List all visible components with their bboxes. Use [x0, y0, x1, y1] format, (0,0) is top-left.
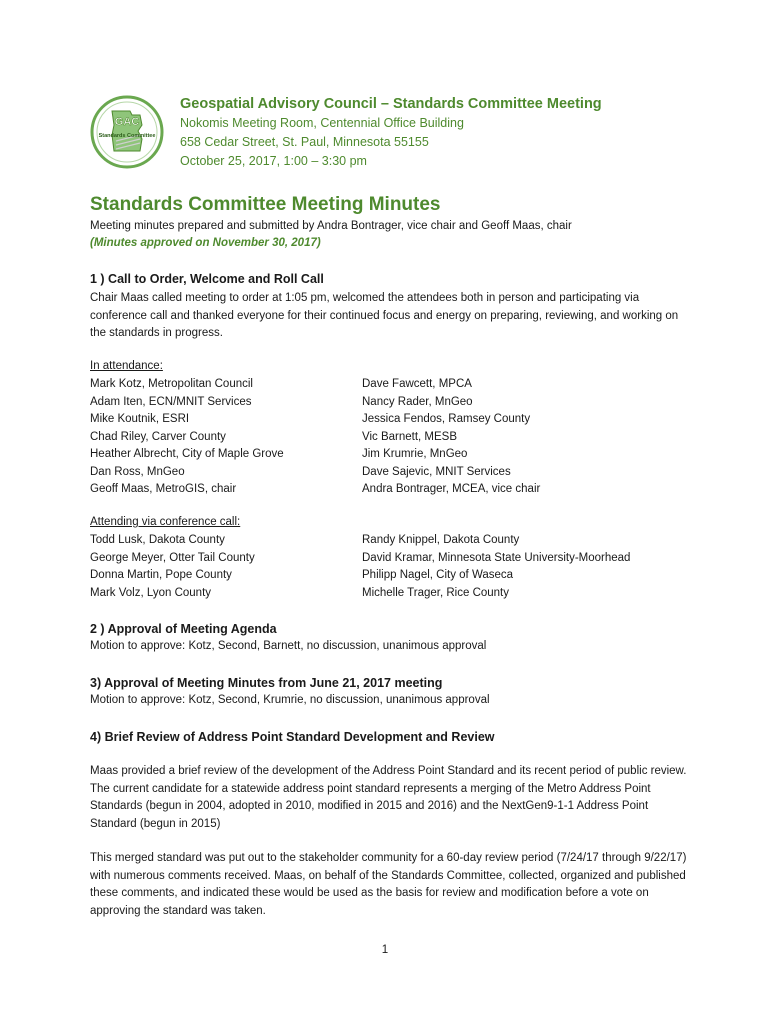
conference-right-list [362, 532, 630, 602]
attendee: Mike Koutnik, ESRI [90, 413, 190, 425]
attendance-label: In attendance: [90, 360, 163, 372]
attendee: Donna Martin, Pope County [90, 569, 232, 581]
attendee: Mark Kotz, Metropolitan Council [90, 378, 253, 390]
gac-logo [90, 95, 164, 169]
attendee: Jessica Fendos, Ramsey County [362, 413, 531, 425]
section-1-text: Chair Maas called meeting to order at 1:05 pm, welcomed the attendees both in person and participating via conference call and thanked everyone for their continued focus and energy on preparing, reviewing, and working on the standards in progress. [90, 292, 679, 339]
logo-subtitle-text: Standards Committee [98, 133, 156, 139]
section-4-heading: 4) Brief Review of Address Point Standard Development and Review [90, 730, 495, 744]
attendee: David Kramar, Minnesota State University-Moorhead [362, 551, 631, 564]
attendee: Nancy Rader, MnGeo [362, 395, 473, 408]
section-2-text: Motion to approve: Kotz, Second, Barnett, no discussion, unanimous approval [90, 640, 487, 652]
attendee: Dan Ross, MnGeo [90, 465, 185, 478]
logo-title-text: GAC [114, 116, 140, 128]
attendee: Vic Barnett, MESB [362, 430, 458, 443]
header-address: 658 Cedar Street, St. Paul, Minnesota 55155 [180, 135, 429, 149]
section-3-text: Motion to approve: Kotz, Second, Krumrie, no discussion, unanimous approval [90, 694, 490, 706]
attendee: Andra Bontrager, MCEA, vice chair [362, 483, 541, 495]
attendee: Geoff Maas, MetroGIS, chair [90, 483, 237, 495]
attendance-left-list [90, 376, 284, 499]
attendee: Todd Lusk, Dakota County [90, 534, 225, 546]
attendee: Jim Krumrie, MnGeo [362, 448, 468, 460]
attendee: Randy Knippel, Dakota County [362, 534, 520, 546]
section-4-paragraph-2: This merged standard was put out to the stakeholder community for a 60-day review period (7/24/17 through 9/22/17) with numerous comments received. Maas, on behalf of the Standards Committee, collected, organized and published these comments, and indicated these would be used as the basis for review and modification before a vote on approving the standard was taken. [90, 852, 687, 917]
conference-left-list [90, 532, 255, 602]
attendee: Michelle Trager, Rice County [362, 586, 510, 599]
header-datetime: October 25, 2017, 1:00 – 3:30 pm [180, 154, 367, 168]
section-2-heading: 2 ) Approval of Meeting Agenda [90, 622, 277, 636]
section-1-heading: 1 ) Call to Order, Welcome and Roll Call [90, 272, 324, 286]
header-title: Geospatial Advisory Council – Standards Committee Meeting [180, 96, 602, 112]
page-title: Standards Committee Meeting Minutes [90, 194, 441, 215]
attendee: Heather Albrecht, City of Maple Grove [90, 448, 284, 460]
prepared-by: Meeting minutes prepared and submitted by Andra Bontrager, vice chair and Geoff Maas, chair [90, 220, 572, 232]
attendee: Dave Sajevic, MNIT Services [362, 465, 511, 478]
attendee: Mark Volz, Lyon County [90, 586, 212, 599]
header-location: Nokomis Meeting Room, Centennial Office Building [180, 116, 464, 130]
attendee: Dave Fawcett, MPCA [362, 378, 472, 390]
page-number: 1 [381, 944, 389, 956]
approval-note: (Minutes approved on November 30, 2017) [90, 237, 321, 249]
conference-label: Attending via conference call: [90, 516, 241, 528]
meeting-header [180, 95, 602, 171]
attendance-right-list [362, 376, 540, 499]
attendee: Philipp Nagel, City of Waseca [362, 569, 514, 581]
attendee: Chad Riley, Carver County [90, 430, 226, 443]
attendee: Adam Iten, ECN/MNIT Services [90, 395, 252, 408]
attendee: George Meyer, Otter Tail County [90, 551, 255, 564]
section-4-paragraph-1: Maas provided a brief review of the development of the Address Point Standard and its recent period of public review. The current candidate for a statewide address point standard represents a merging of the Metro Address Point Standards (begun in 2004, adopted in 2010, modified in 2015 and 2016) and the NextGen9-1-1 Address Point Standard (begun in 2015) [90, 765, 687, 830]
section-3-heading: 3) Approval of Meeting Minutes from June 21, 2017 meeting [90, 676, 443, 690]
